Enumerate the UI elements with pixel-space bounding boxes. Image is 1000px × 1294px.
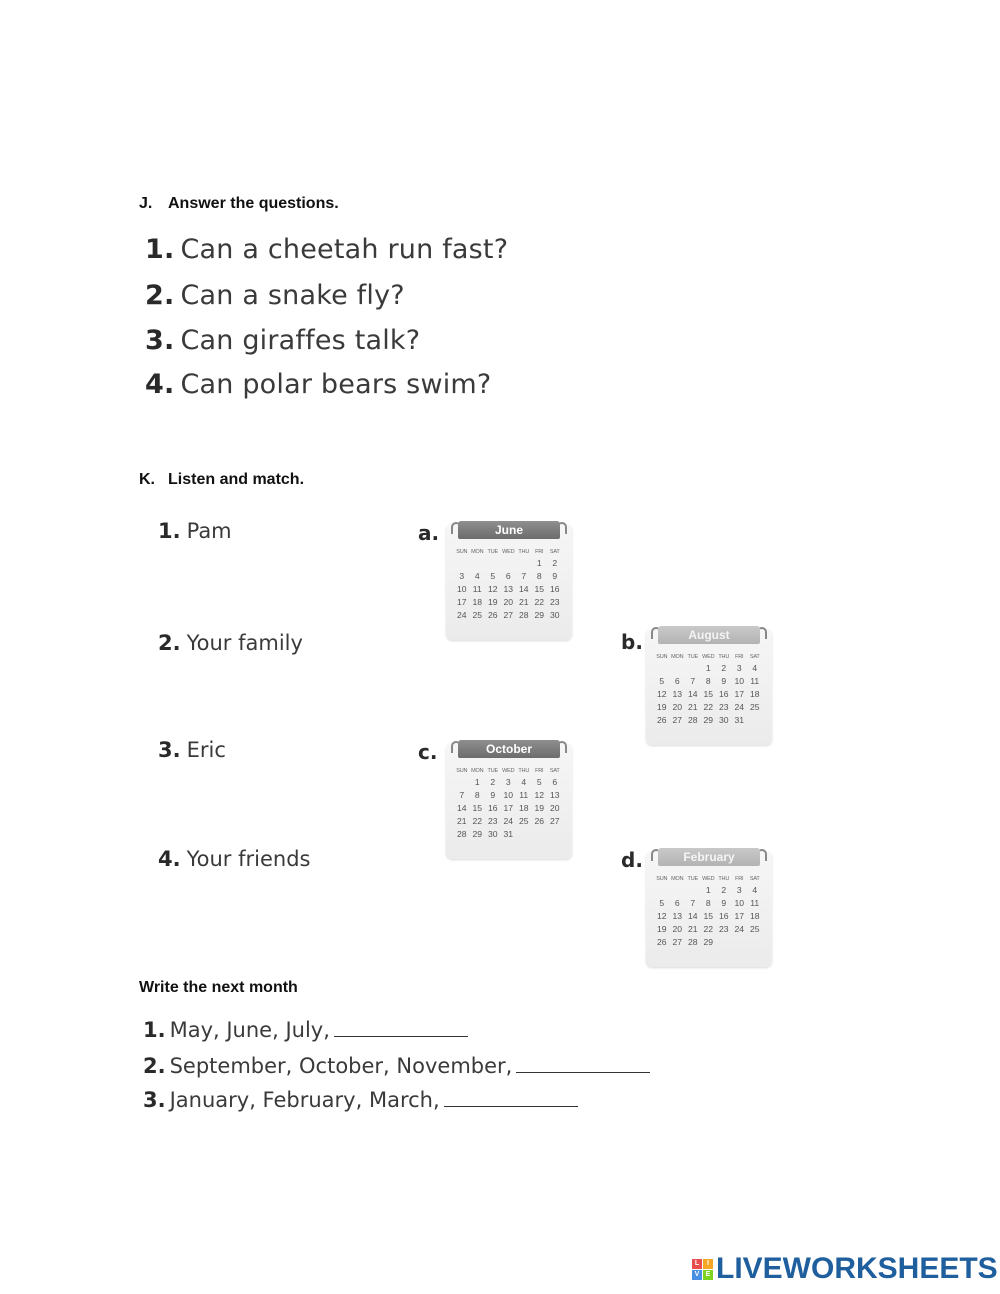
- calendar-day: 14: [456, 802, 467, 813]
- calendar-week-row: [454, 595, 563, 608]
- calendar-day: 18: [518, 802, 529, 813]
- calendar-day: [685, 661, 701, 674]
- calendar-day: [654, 883, 670, 896]
- section-k-heading: [139, 471, 304, 489]
- calendar-day: 28: [687, 936, 698, 947]
- person-number: 1.: [158, 519, 181, 543]
- calendar-day: 31: [734, 714, 745, 725]
- calendar-week-row: [654, 700, 763, 713]
- logo-text: LIVEWORKSHEETS: [716, 1252, 998, 1285]
- calendar-week-row: [654, 896, 763, 909]
- liveworksheets-logo[interactable]: [692, 1254, 998, 1284]
- calendar-day: 23: [718, 923, 729, 934]
- calendar-day: 26: [534, 815, 545, 826]
- calendar-day: 29: [703, 936, 714, 947]
- calendar-day: 19: [487, 596, 498, 607]
- calendar-day: 4: [752, 884, 758, 895]
- person-2[interactable]: [158, 631, 303, 655]
- next-month-item-2: [143, 1054, 650, 1078]
- calendar-day: 17: [734, 688, 745, 699]
- calendar-day: 16: [718, 688, 729, 699]
- calendar-day: [654, 661, 670, 674]
- section-next-heading: Write the next month: [139, 979, 298, 996]
- item-text: January, February, March,: [169, 1088, 440, 1112]
- weekday-label: FRI: [535, 767, 544, 774]
- calendar-day: 30: [549, 609, 560, 620]
- calendar-day: 25: [749, 701, 760, 712]
- calendar-day: 1: [705, 662, 711, 673]
- calendar-week-row: [654, 713, 763, 726]
- calendar-day: 26: [656, 714, 667, 725]
- weekday-label: MON: [671, 875, 684, 882]
- section-j-letter: J.: [139, 195, 153, 212]
- calendar-day: 11: [750, 897, 760, 908]
- item-text: May, June, July,: [169, 1018, 330, 1042]
- calendar-day: 20: [672, 923, 683, 934]
- calendar-october[interactable]: [446, 743, 572, 859]
- calendar-day: 24: [503, 815, 514, 826]
- calendar-day: 9: [721, 897, 727, 908]
- calendar-day: 1: [536, 557, 542, 568]
- calendar-week-row: [654, 909, 763, 922]
- calendar-day: 13: [549, 789, 560, 800]
- calendar-day: 15: [534, 583, 545, 594]
- calendar-day: 17: [734, 910, 745, 921]
- weekday-label: THU: [718, 875, 730, 882]
- question-4: [145, 369, 491, 400]
- weekday-header-row: [454, 766, 563, 775]
- section-k-letter: K.: [139, 471, 155, 488]
- calendar-day: 11: [519, 789, 529, 800]
- calendar-day: 2: [721, 662, 727, 673]
- person-name: Eric: [186, 738, 226, 762]
- calendar-day: 30: [718, 714, 729, 725]
- calendar-day: [470, 556, 486, 569]
- calendar-day: 18: [749, 910, 760, 921]
- calendar-day: 28: [518, 609, 529, 620]
- calendar-day: 15: [703, 688, 714, 699]
- calendar-day: 26: [656, 936, 667, 947]
- weekday-label: MON: [471, 548, 484, 555]
- calendar-day: 5: [536, 776, 542, 787]
- calendar-day: 21: [687, 923, 698, 934]
- calendar-day: 10: [456, 583, 467, 594]
- calendar-day: 10: [503, 789, 514, 800]
- calendar-day: 2: [490, 776, 496, 787]
- calendar-day: 9: [552, 570, 558, 581]
- calendar-day: 12: [656, 688, 667, 699]
- calendar-day: 25: [472, 609, 483, 620]
- person-4[interactable]: [158, 847, 310, 871]
- calendar-february[interactable]: [646, 851, 772, 967]
- calendar-day: 8: [474, 789, 480, 800]
- calendar-day: 1: [474, 776, 480, 787]
- calendar-day: 22: [534, 596, 545, 607]
- calendar-day: 29: [534, 609, 545, 620]
- question-text: Can a snake fly?: [180, 280, 405, 311]
- weekday-header-row: [454, 547, 563, 556]
- weekday-label: FRI: [735, 653, 744, 660]
- weekday-label: SUN: [656, 875, 668, 882]
- calendar-day: 6: [674, 675, 680, 686]
- calendar-day: 24: [734, 923, 745, 934]
- calendar-day: 15: [703, 910, 714, 921]
- calendar-day: 2: [552, 557, 558, 568]
- question-1: [145, 234, 508, 265]
- option-letter-c: c.: [418, 740, 438, 764]
- weekday-label: THU: [718, 653, 730, 660]
- calendar-day: 29: [472, 828, 483, 839]
- calendar-day: 31: [503, 828, 514, 839]
- calendar-day: 8: [705, 897, 711, 908]
- calendar-day: 8: [705, 675, 711, 686]
- answer-blank[interactable]: [516, 1054, 650, 1073]
- calendar-week-row: [454, 788, 563, 801]
- calendar-day: [732, 935, 748, 948]
- calendar-day: [516, 827, 532, 840]
- person-name: Your friends: [186, 847, 311, 871]
- calendar-day: 22: [472, 815, 483, 826]
- option-letter-a: a.: [418, 521, 440, 545]
- weekday-label: SAT: [549, 548, 560, 555]
- calendar-day: 9: [721, 675, 727, 686]
- weekday-label: MON: [671, 653, 684, 660]
- calendar-day: 19: [656, 701, 667, 712]
- calendar-week-row: [654, 883, 763, 896]
- person-name: Your family: [186, 631, 303, 655]
- calendar-day: [501, 556, 517, 569]
- calendar-day: 7: [521, 570, 527, 581]
- calendar-day: [454, 556, 470, 569]
- calendar-day: 21: [687, 701, 698, 712]
- answer-blank[interactable]: [334, 1018, 468, 1037]
- calendar-day: 28: [456, 828, 467, 839]
- calendar-day: [670, 661, 686, 674]
- weekday-label: WED: [502, 767, 515, 774]
- weekday-label: SAT: [749, 653, 760, 660]
- weekday-header-row: [654, 652, 763, 661]
- calendar-day: 6: [505, 570, 511, 581]
- calendar-day: 5: [659, 675, 665, 686]
- calendar-day: [747, 935, 763, 948]
- calendar-grid: [654, 874, 763, 948]
- calendar-week-row: [454, 775, 563, 788]
- calendar-day: 3: [505, 776, 511, 787]
- weekday-label: WED: [702, 875, 715, 882]
- section-j-heading: [139, 195, 339, 213]
- calendar-day: 28: [687, 714, 698, 725]
- calendar-month-label: October: [458, 740, 560, 758]
- weekday-label: SUN: [456, 548, 468, 555]
- calendar-day: [670, 883, 686, 896]
- calendar-week-row: [454, 608, 563, 621]
- calendar-day: 12: [656, 910, 667, 921]
- calendar-day: 25: [518, 815, 529, 826]
- question-2: [145, 280, 405, 311]
- calendar-day: 24: [456, 609, 467, 620]
- weekday-label: FRI: [535, 548, 544, 555]
- calendar-day: [532, 827, 548, 840]
- calendar-day: 13: [672, 910, 683, 921]
- calendar-day: 7: [690, 675, 696, 686]
- calendar-week-row: [454, 827, 563, 840]
- calendar-day: 14: [687, 688, 698, 699]
- calendar-day: 4: [752, 662, 758, 673]
- weekday-label: WED: [502, 548, 515, 555]
- calendar-day: [716, 935, 732, 948]
- calendar-day: 7: [459, 789, 465, 800]
- option-letter-d: d.: [621, 848, 643, 872]
- calendar-day: 3: [459, 570, 465, 581]
- person-name: Pam: [186, 519, 232, 543]
- weekday-label: SAT: [749, 875, 760, 882]
- calendar-day: 14: [518, 583, 529, 594]
- calendar-day: 7: [690, 897, 696, 908]
- calendar-day: 12: [487, 583, 498, 594]
- calendar-grid: [654, 652, 763, 726]
- weekday-label: SAT: [549, 767, 560, 774]
- calendar-day: 19: [534, 802, 545, 813]
- calendar-day: 1: [705, 884, 711, 895]
- calendar-day: 11: [750, 675, 760, 686]
- calendar-day: 20: [503, 596, 514, 607]
- calendar-day: 5: [490, 570, 496, 581]
- logo-mark-icon: [692, 1259, 713, 1280]
- item-number: 1.: [143, 1018, 166, 1042]
- calendar-day: 6: [674, 897, 680, 908]
- question-number: 1.: [145, 234, 175, 265]
- calendar-day: 11: [472, 583, 482, 594]
- calendar-day: 17: [456, 596, 467, 607]
- logo-mark-letter: V: [692, 1270, 702, 1280]
- calendar-day: 10: [734, 897, 745, 908]
- calendar-day: 20: [672, 701, 683, 712]
- next-month-item-3: [143, 1088, 578, 1112]
- calendar-month-label: August: [658, 626, 760, 644]
- calendar-month-label: February: [658, 848, 760, 866]
- next-month-item-1: [143, 1018, 468, 1042]
- calendar-june[interactable]: [446, 524, 572, 640]
- option-letter-b: b.: [621, 630, 643, 654]
- weekday-label: MON: [471, 767, 484, 774]
- calendar-day: 8: [536, 570, 542, 581]
- weekday-header-row: [654, 874, 763, 883]
- calendar-day: 9: [490, 789, 496, 800]
- calendar-day: 23: [487, 815, 498, 826]
- person-number: 3.: [158, 738, 181, 762]
- calendar-week-row: [654, 687, 763, 700]
- calendar-day: 14: [687, 910, 698, 921]
- item-number: 2.: [143, 1054, 166, 1078]
- calendar-day: 13: [503, 583, 514, 594]
- calendar-day: [485, 556, 501, 569]
- calendar-day: 22: [703, 701, 714, 712]
- calendar-day: 3: [736, 662, 742, 673]
- calendar-day: 27: [672, 936, 683, 947]
- calendar-month-label: June: [458, 521, 560, 539]
- calendar-week-row: [454, 569, 563, 582]
- calendar-day: 15: [472, 802, 483, 813]
- calendar-day: 23: [549, 596, 560, 607]
- calendar-week-row: [654, 661, 763, 674]
- question-number: 2.: [145, 280, 175, 311]
- calendar-day: 29: [703, 714, 714, 725]
- logo-mark-letter: I: [703, 1259, 713, 1269]
- question-number: 4.: [145, 369, 175, 400]
- calendar-day: 16: [549, 583, 560, 594]
- person-number: 2.: [158, 631, 181, 655]
- calendar-day: 27: [503, 609, 514, 620]
- calendar-day: [516, 556, 532, 569]
- calendar-day: 21: [518, 596, 529, 607]
- calendar-day: 24: [734, 701, 745, 712]
- weekday-label: SUN: [456, 767, 468, 774]
- weekday-label: TUE: [487, 548, 498, 555]
- calendar-day: 4: [474, 570, 480, 581]
- calendar-day: 27: [549, 815, 560, 826]
- calendar-grid: [454, 547, 563, 621]
- calendar-day: 18: [472, 596, 483, 607]
- calendar-day: 13: [672, 688, 683, 699]
- question-text: Can a cheetah run fast?: [180, 234, 509, 265]
- calendar-day: 18: [749, 688, 760, 699]
- calendar-day: 20: [549, 802, 560, 813]
- calendar-day: 12: [534, 789, 545, 800]
- calendar-day: 5: [659, 897, 665, 908]
- calendar-day: 21: [456, 815, 467, 826]
- question-text: Can giraffes talk?: [180, 325, 421, 356]
- section-k-title: Listen and match.: [168, 471, 305, 488]
- calendar-day: 23: [718, 701, 729, 712]
- person-number: 4.: [158, 847, 181, 871]
- section-j-title: Answer the questions.: [168, 195, 339, 212]
- logo-mark-letter: L: [692, 1259, 702, 1269]
- calendar-grid: [454, 766, 563, 840]
- calendar-day: 26: [487, 609, 498, 620]
- answer-blank[interactable]: [444, 1088, 578, 1107]
- calendar-day: 30: [487, 828, 498, 839]
- calendar-day: [454, 775, 470, 788]
- weekday-label: TUE: [687, 653, 698, 660]
- question-3: [145, 325, 420, 356]
- calendar-week-row: [454, 556, 563, 569]
- calendar-week-row: [654, 935, 763, 948]
- logo-mark-letter: E: [703, 1270, 713, 1280]
- calendar-day: 25: [749, 923, 760, 934]
- calendar-august[interactable]: [646, 629, 772, 745]
- calendar-day: 27: [672, 714, 683, 725]
- question-number: 3.: [145, 325, 175, 356]
- weekday-label: TUE: [487, 767, 498, 774]
- person-3[interactable]: [158, 738, 226, 762]
- item-text: September, October, November,: [169, 1054, 513, 1078]
- weekday-label: THU: [518, 767, 530, 774]
- calendar-week-row: [654, 674, 763, 687]
- calendar-day: [685, 883, 701, 896]
- person-1[interactable]: [158, 519, 232, 543]
- weekday-label: TUE: [687, 875, 698, 882]
- weekday-label: WED: [702, 653, 715, 660]
- calendar-day: 22: [703, 923, 714, 934]
- calendar-week-row: [454, 814, 563, 827]
- calendar-week-row: [654, 922, 763, 935]
- item-number: 3.: [143, 1088, 166, 1112]
- calendar-day: 6: [552, 776, 558, 787]
- question-text: Can polar bears swim?: [180, 369, 492, 400]
- calendar-day: [747, 713, 763, 726]
- calendar-day: [547, 827, 563, 840]
- weekday-label: SUN: [656, 653, 668, 660]
- calendar-day: 19: [656, 923, 667, 934]
- calendar-day: 3: [736, 884, 742, 895]
- weekday-label: FRI: [735, 875, 744, 882]
- calendar-day: 2: [721, 884, 727, 895]
- calendar-day: 4: [521, 776, 527, 787]
- weekday-label: THU: [518, 548, 530, 555]
- calendar-day: 16: [487, 802, 498, 813]
- calendar-day: 16: [718, 910, 729, 921]
- calendar-day: 17: [503, 802, 514, 813]
- calendar-week-row: [454, 801, 563, 814]
- calendar-week-row: [454, 582, 563, 595]
- calendar-day: 10: [734, 675, 745, 686]
